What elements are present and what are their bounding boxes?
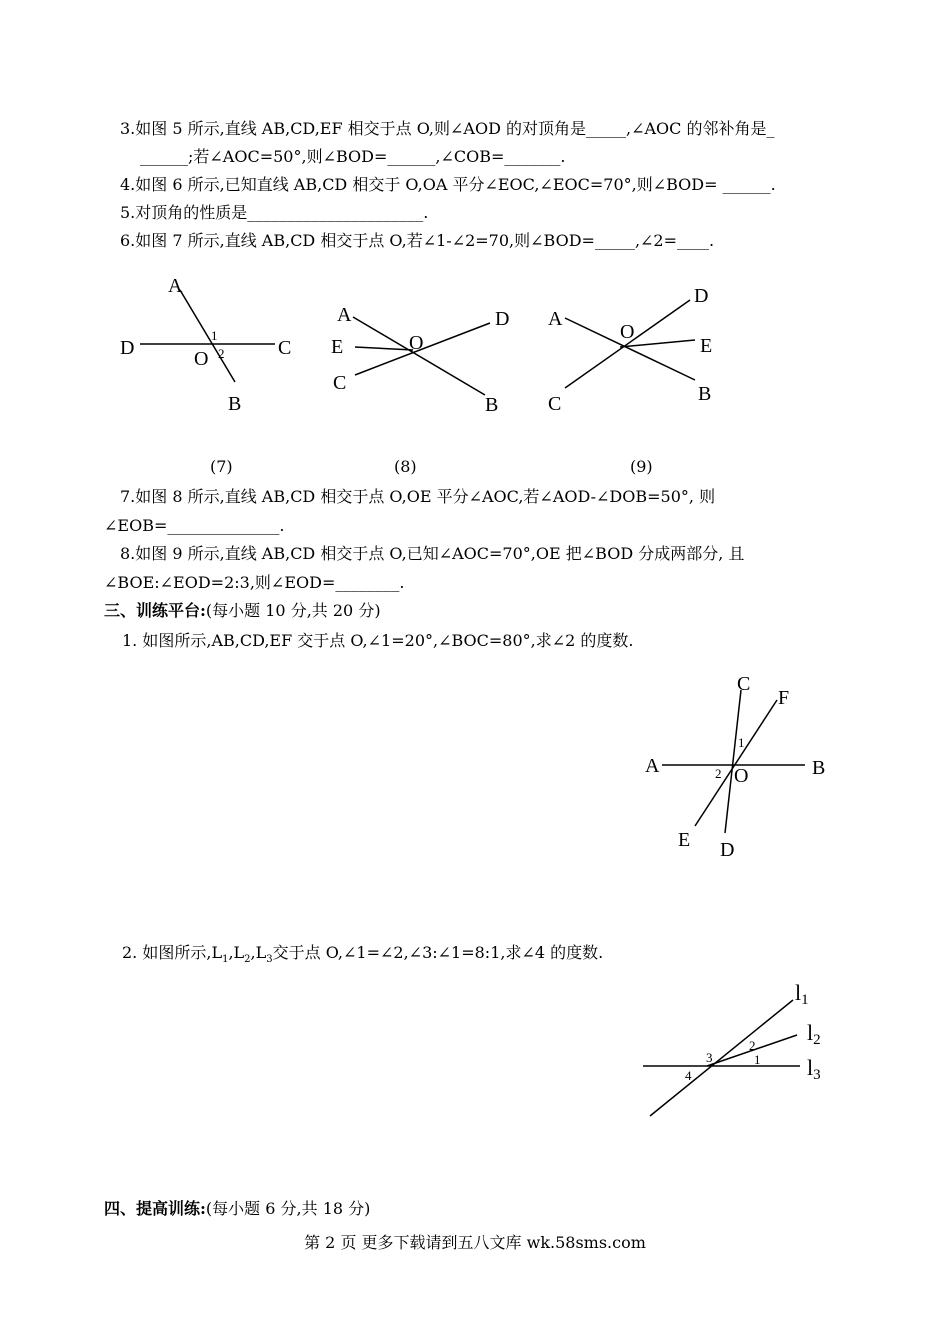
label-1: 1 — [211, 328, 218, 343]
label-o: O — [734, 765, 749, 787]
line-l1 — [650, 1000, 793, 1116]
caption-7: (7) — [210, 457, 233, 476]
label-angle-4: 4 — [685, 1068, 692, 1083]
label-b: B — [698, 383, 712, 405]
label-e: E — [678, 829, 691, 851]
q3-line1: 3.如图 5 所示,直线 AB,CD,EF 相交于点 O,则∠AOD 的对顶角是_____,∠AOC 的邻补角是_ — [120, 119, 775, 138]
label-o: O — [409, 332, 424, 354]
label-2: 2 — [218, 346, 225, 361]
label-d: D — [120, 337, 135, 359]
label-2: 2 — [715, 766, 722, 781]
p2-l3: L — [255, 943, 267, 962]
section3-p1: 1. 如图所示,AB,CD,EF 交于点 O,∠1=20°,∠BOC=80°,求∠2 的度数. — [122, 631, 634, 650]
label-f: F — [778, 687, 790, 709]
label-l2: l2 — [807, 1020, 821, 1048]
section3-title: 三、训练平台: — [104, 601, 206, 620]
caption-9: (9) — [630, 457, 653, 476]
label-c: C — [333, 372, 347, 394]
p2-rest: 交于点 O,∠1=∠2,∠3:∠1=8:1,求∠4 的度数. — [272, 943, 604, 962]
label-a: A — [337, 304, 352, 326]
label-c: C — [278, 337, 292, 359]
label-angle-1: 1 — [754, 1052, 761, 1067]
q7-line1: 7.如图 8 所示,直线 AB,CD 相交于点 O,OE 平分∠AOC,若∠AOD-∠DOB=50°, 则 — [120, 487, 716, 506]
label-a: A — [548, 308, 563, 330]
line-ef — [695, 700, 777, 826]
line-ab — [353, 317, 485, 395]
section4-title: 四、提高训练: — [104, 1199, 206, 1218]
p2-sub3: 3 — [266, 954, 273, 966]
label-l1: l1 — [795, 980, 809, 1008]
p2-l2: L — [233, 943, 245, 962]
q8-line2: ∠BOE:∠EOD=2:3,则∠EOD=________. — [104, 573, 405, 592]
figure-8 — [325, 295, 525, 420]
label-b: B — [485, 394, 499, 416]
section3-heading — [104, 600, 381, 622]
q6: 6.如图 7 所示,直线 AB,CD 相交于点 O,若∠1-∠2=70,则∠BOD=_____,∠2=____. — [120, 231, 715, 250]
label-d: D — [720, 839, 735, 861]
p2-num: 2. 如图所示, — [122, 943, 212, 962]
label-d: D — [694, 285, 709, 307]
label-a: A — [645, 755, 660, 777]
label-o: O — [620, 321, 635, 343]
figure-9 — [540, 280, 730, 420]
p2-l1: L — [211, 943, 223, 962]
label-e: E — [331, 336, 344, 358]
q5: 5.对顶角的性质是______________________. — [120, 203, 429, 222]
section4-note: (每小题 6 分,共 18 分) — [205, 1199, 371, 1218]
p2-sub1: 1 — [222, 954, 229, 966]
label-angle-2: 2 — [749, 1038, 756, 1053]
figure-7 — [110, 270, 300, 420]
caption-8: (8) — [394, 457, 417, 476]
q3-line2: ______;若∠AOC=50°,则∠BOD=______,∠COB=_______. — [140, 147, 566, 166]
section4-heading — [104, 1198, 370, 1220]
label-l3: l3 — [807, 1055, 821, 1083]
label-angle-3: 3 — [706, 1050, 713, 1065]
figure-p1 — [640, 668, 840, 868]
label-b: B — [228, 393, 242, 415]
label-c: C — [737, 673, 751, 695]
label-e: E — [700, 335, 713, 357]
line-cd — [725, 690, 741, 833]
q8-line1: 8.如图 9 所示,直线 AB,CD 相交于点 O,已知∠AOC=70°,OE 把∠BOD 分成两部分, 且 — [120, 544, 745, 563]
section3-note: (每小题 10 分,共 20 分) — [205, 601, 381, 620]
line-cd — [565, 300, 690, 388]
label-1: 1 — [738, 735, 745, 750]
label-a: A — [168, 275, 183, 297]
label-o: O — [194, 348, 209, 370]
q4: 4.如图 6 所示,已知直线 AB,CD 相交于 O,OA 平分∠EOC,∠EOC=70°,则∠BOD= ______. — [120, 175, 776, 194]
label-c: C — [548, 393, 562, 415]
q7-line2: ∠EOB=______________. — [104, 516, 285, 535]
p2-sub2: 2 — [244, 954, 251, 966]
label-b: B — [812, 757, 826, 779]
section3-p2: 2. 如图所示$,L_1,L_2,L_3$交于点 O,∠1=∠2,∠3:∠1=8:1,求∠4 的度数. — [122, 943, 604, 966]
figure-p2 — [635, 980, 845, 1120]
label-d: D — [495, 308, 510, 330]
page-footer: 第 2 页 更多下载请到五八文库 wk.58sms.com — [304, 1233, 646, 1252]
